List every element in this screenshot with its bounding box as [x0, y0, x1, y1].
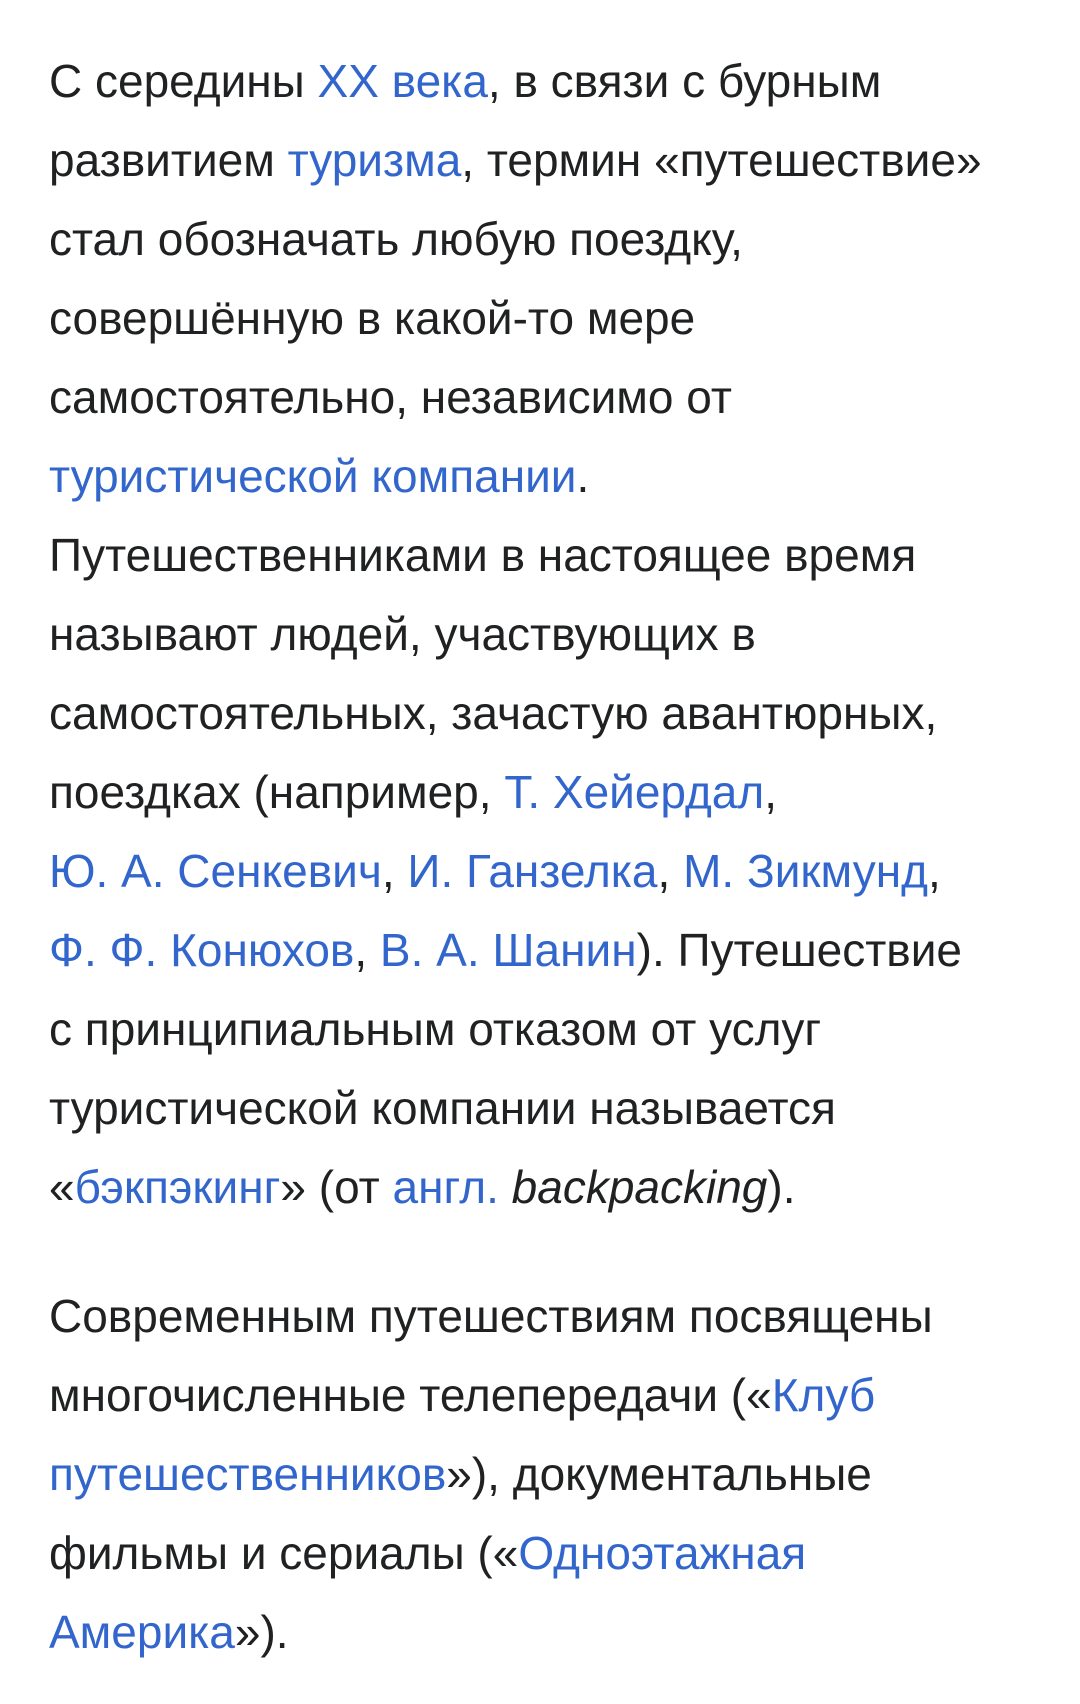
text-line [49, 595, 1049, 674]
text-run: называют людей, участвующих в [49, 608, 756, 660]
article-link[interactable]: Т. Хейердал [504, 766, 765, 818]
article-link[interactable]: путешественников [49, 1448, 447, 1500]
text-run: « [49, 1161, 75, 1213]
text-run: Путешественниками в настоящее время [49, 529, 917, 581]
text-run: совершённую в какой-то мере [49, 292, 696, 344]
text-line [49, 121, 1049, 200]
article-link[interactable]: туризма [287, 134, 462, 186]
article-link[interactable]: туристической компании [49, 450, 577, 502]
text-line [49, 1593, 1049, 1672]
text-run: »). [234, 1606, 289, 1658]
text-run: поездках (например, [49, 766, 505, 818]
text-line [49, 42, 1049, 121]
text-line [49, 1069, 1049, 1148]
foreign-term: backpacking [511, 1161, 768, 1213]
text-run: развитием [49, 134, 288, 186]
text-run: »), документальные [446, 1448, 872, 1500]
text-line [49, 1435, 1049, 1514]
text-run: стал обозначать любую поездку, [49, 213, 743, 265]
text-run: , в связи с бурным [487, 55, 882, 107]
text-run [499, 1161, 512, 1213]
text-run: туристической компании называется [49, 1082, 836, 1134]
text-line [49, 358, 1049, 437]
article-paragraph [49, 1277, 1049, 1672]
article-link[interactable]: Одноэтажная [518, 1527, 807, 1579]
text-run: , [764, 766, 778, 818]
article-link[interactable]: Ю. А. Сенкевич [49, 845, 382, 897]
text-run: ). Путешествие [636, 924, 962, 976]
text-line [49, 1148, 1049, 1227]
text-line [49, 832, 1049, 911]
text-run: , [927, 845, 941, 897]
text-line [49, 1356, 1049, 1435]
article-link[interactable]: англ. [392, 1161, 499, 1213]
text-line [49, 911, 1049, 990]
text-run: , термин «путешествие» [461, 134, 982, 186]
text-run: многочисленные телепередачи (« [49, 1369, 772, 1421]
text-run: Современным путешествиям посвящены [49, 1290, 933, 1342]
text-run: фильмы и сериалы (« [49, 1527, 519, 1579]
text-run: ). [767, 1161, 796, 1213]
article-link[interactable]: Ф. Ф. Конюхов [49, 924, 355, 976]
article-link[interactable]: В. А. Шанин [379, 924, 637, 976]
text-run: , [657, 845, 684, 897]
text-line [49, 674, 1049, 753]
article-link[interactable]: Америка [49, 1606, 235, 1658]
article-link[interactable]: И. Ганзелка [407, 845, 658, 897]
text-line [49, 753, 1049, 832]
text-run: , [354, 924, 380, 976]
text-run: С середины [49, 55, 318, 107]
text-line [49, 1277, 1049, 1356]
article-paragraph [49, 42, 1049, 1227]
text-run: самостоятельно, независимо от [49, 371, 732, 423]
text-line [49, 990, 1049, 1069]
text-line [49, 437, 1049, 516]
text-line [49, 1514, 1049, 1593]
text-run: . [576, 450, 590, 502]
text-line [49, 200, 1049, 279]
text-run: » (от [280, 1161, 393, 1213]
text-run: , [381, 845, 408, 897]
text-run: самостоятельных, зачастую авантюрных, [49, 687, 938, 739]
article-link[interactable]: XX века [317, 55, 488, 107]
text-line [49, 516, 1049, 595]
article-link[interactable]: Клуб [771, 1369, 876, 1421]
article-link[interactable]: М. Зикмунд [683, 845, 928, 897]
article-link[interactable]: бэкпэкинг [74, 1161, 281, 1213]
text-run: с принципиальным отказом от услуг [49, 1003, 822, 1055]
article-body [49, 42, 1049, 1672]
text-line [49, 279, 1049, 358]
